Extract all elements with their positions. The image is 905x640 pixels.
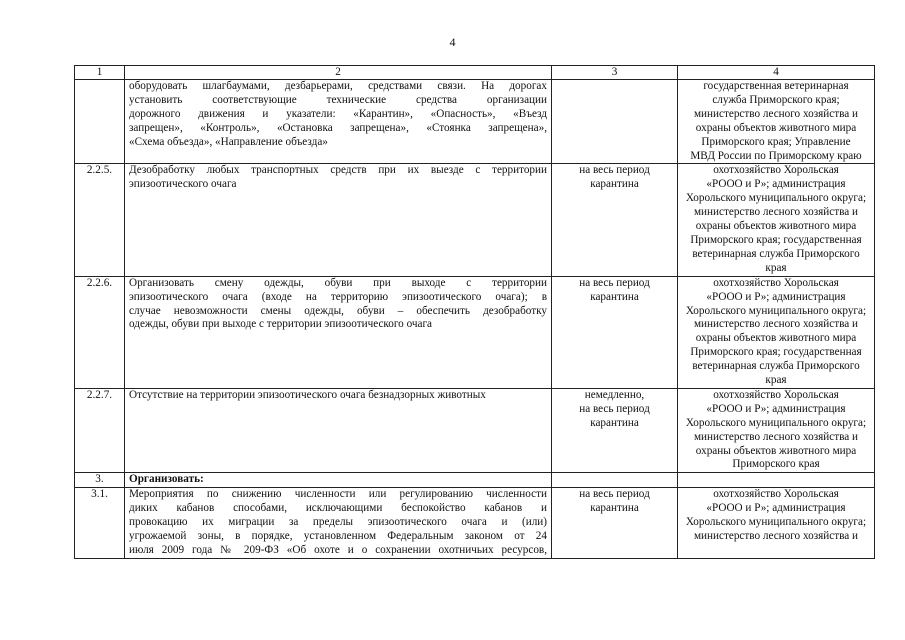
responsible-line: министерство лесного хозяйства и [693,107,859,120]
responsible-line: охотхозяйство Хорольская [713,388,839,401]
term-cell: немедленно, на весь период карантина [552,388,678,472]
row-number-cell: 2.2.7. [75,388,125,472]
header-col-2: 2 [125,66,552,80]
responsible-line: ветеринарная служба Приморского [692,247,860,260]
measure-description-cell [125,488,552,559]
responsible-line: Приморского края; Управление [701,135,851,148]
term-cell [552,473,678,488]
responsible-line: «РООО и Р»; администрация [706,502,846,515]
responsible-line: Хорольского муниципального округа; [685,416,867,429]
term-cell [552,80,678,164]
responsible-cell [678,164,875,276]
responsible-line: государственная ветеринарная [703,80,849,92]
responsible-line: охотхозяйство Хорольская [713,276,839,289]
page-number: 4 [449,35,456,49]
responsible-cell [678,473,875,488]
description-line: оборудовать шлагбаумами, дезбарьерами, средствами связи. На дорогах [129,80,547,92]
responsible-line: Приморского края; государственная [690,346,862,359]
responsible-line: министерство лесного хозяйства и [693,530,859,542]
measure-description-cell [125,473,552,488]
description-line: Мероприятия по снижению численности или регулированию численности [129,488,547,501]
description-line: июля 2009 года № 209-ФЗ «Об охоте и о сохранении охотничьих ресурсов, [129,543,547,556]
header-col-1: 1 [75,66,125,80]
description-line: провокацию их миграции за пределы эпизоотического очага и (или) [129,516,547,529]
responsible-cell [678,80,875,164]
responsible-line: края [765,374,787,387]
responsible-line: Приморского края [732,458,820,471]
table-body [75,66,875,559]
description-line: угрожаемой зоны, в порядке, установленном Федеральным законом от 24 [129,530,547,542]
measure-description-cell [125,80,552,164]
row-number-cell [75,80,125,164]
description-line: Организовать: [129,473,204,486]
responsible-line: министерство лесного хозяйства и [693,206,859,219]
responsible-cell [678,276,875,388]
responsible-line: края [765,261,787,274]
responsible-cell [678,388,875,472]
table-row [75,164,875,276]
responsible-cell [678,488,875,559]
description-line: случае невозможности смены одежды, обуви – обеспечить дезобработку [129,304,547,317]
description-line: запрещен», «Контроль», «Остановка запрещена», «Стоянка запрещена», [129,121,547,134]
responsible-line: охотхозяйство Хорольская [713,488,839,501]
description-line: диких кабанов способами, исключающими беспокойство кабанов и [129,502,547,515]
responsible-line: «РООО и Р»; администрация [706,178,846,191]
row-number-cell: 3.1. [75,488,125,559]
header-col-4: 4 [678,66,875,80]
description-line: «Схема объезда», «Направление объезда» [129,135,328,148]
responsible-line: охотхозяйство Хорольская [713,164,839,177]
responsible-line: МВД России по Приморскому краю [690,149,862,162]
table-row [75,473,875,488]
measure-description-cell [125,276,552,388]
responsible-line: охраны объектов животного мира [695,121,857,134]
responsible-line: Хорольского муниципального округа; [685,192,867,205]
responsible-line: Хорольского муниципального округа; [685,516,867,529]
responsible-line: Хорольского муниципального округа; [685,304,867,317]
responsible-line: министерство лесного хозяйства и [693,318,859,331]
responsible-line: охраны объектов животного мира [695,220,857,233]
responsible-line: Приморского края; государственная [690,233,862,246]
table-row [75,276,875,388]
responsible-line: служба Приморского края; [712,93,840,106]
responsible-line: охраны объектов животного мира [695,444,857,457]
term-cell: на весь период карантина [552,488,678,559]
responsible-line: охраны объектов животного мира [695,332,857,345]
description-line: эпизоотического очага [129,178,237,191]
table-row [75,488,875,559]
row-number-cell: 2.2.5. [75,164,125,276]
description-line: Дезобработку любых транспортных средств при их выезде с территории [129,164,547,177]
description-line: одежды, обуви при выходе с территории эпизоотического очага [129,318,433,331]
table-header-row [75,66,875,80]
responsible-line: ветеринарная служба Приморского [692,360,860,373]
description-line: установить соответствующие технические средства организации [129,93,547,106]
header-col-3: 3 [552,66,678,80]
table-row [75,388,875,472]
row-number-cell: 3. [75,473,125,488]
description-line: дорожного движения и указатели: «Карантин», «Опасность», «Въезд [129,107,547,120]
measure-description-cell [125,388,552,472]
table-row [75,80,875,164]
term-cell: на весь период карантина [552,164,678,276]
description-line: эпизоотического очага (входе на территорию эпизоотического очага); в [129,290,547,303]
measures-table [74,65,875,559]
responsible-line: «РООО и Р»; администрация [706,290,846,303]
responsible-line: «РООО и Р»; администрация [706,402,846,415]
responsible-line: министерство лесного хозяйства и [693,430,859,443]
measure-description-cell [125,164,552,276]
term-cell: на весь период карантина [552,276,678,388]
description-line: Организовать смену одежды, обуви при выходе с территории [129,276,547,289]
description-line: Отсутствие на территории эпизоотического очага безнадзорных животных [129,388,486,401]
row-number-cell: 2.2.6. [75,276,125,388]
